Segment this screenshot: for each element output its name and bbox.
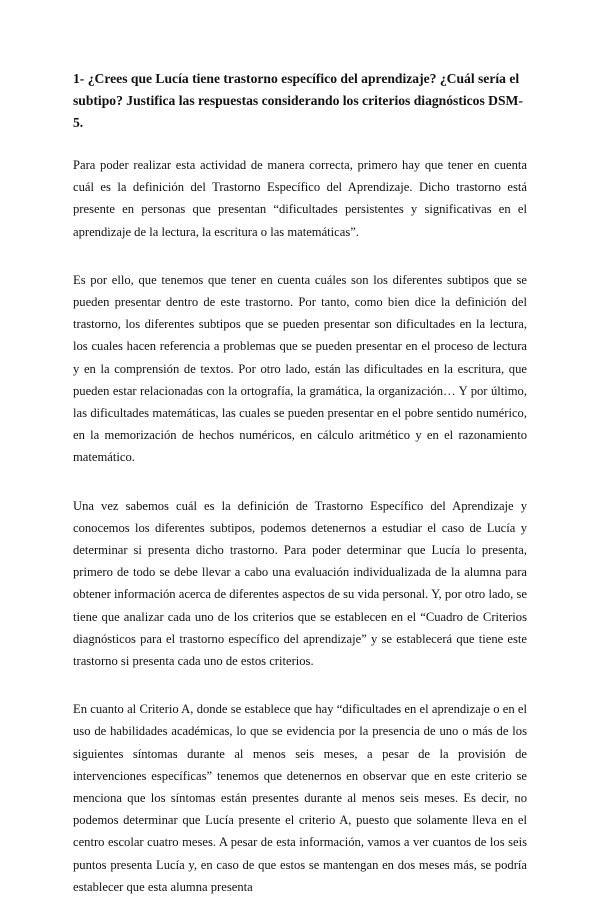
paragraph-definition: Para poder realizar esta actividad de manera correcta, primero hay que tener en cuenta cuál es la definición del Trastorno Específico del Aprendizaje. Dicho trastorno está presente en personas que presentan “dificultades persistentes y significativas en el aprendizaje de la lectura, la escritura o las matemáticas”.	[73, 158, 527, 239]
question-heading: 1- ¿Crees que Lucía tiene trastorno específico del aprendizaje? ¿Cuál sería el subtipo? Justifica las respuestas considerando los criterios diagnósticos DSM-5.	[73, 71, 523, 130]
paragraph-subtypes: Es por ello, que tenemos que tener en cuenta cuáles son los diferentes subtipos que se pueden presentar dentro de este trastorno. Por tanto, como bien dice la definición del trastorno, los diferentes subtipos que se pueden presentar son dificultades en la lectura, los cuales hacen referencia a problemas que se pueden presentar en el proceso de lectura y en la comprensión de textos. Por otro lado, están las dificultades en la escritura, que pueden estar relacionadas con la ortografía, la gramática, la organización… Y por último, las dificultades matemáticas, las cuales se pueden presentar en el pobre sentido numérico, en la memorización de hechos numéricos, en cálculo aritmético y en el razonamiento matemático.	[73, 272, 527, 465]
paragraph-case-study: Una vez sabemos cuál es la definición de Trastorno Específico del Aprendizaje y conocemos los diferentes subtipos, podemos detenernos a estudiar el caso de Lucía y determinar si presenta dicho trastorno. Para poder determinar que Lucía lo presenta, primero de todo se debe llevar a cabo una evaluación individualizada de la alumna para obtener información acerca de diferentes aspectos de su vida personal. Y, por otro lado, se tiene que analizar cada uno de los criterios que se establecen en el “Cuadro de Criterios diagnósticos para el trastorno específico del aprendizaje” y se establecerá que tiene este trastorno si presenta cada uno de estos criterios.	[73, 498, 527, 669]
paragraph-criterion-a: En cuanto al Criterio A, donde se establece que hay “dificultades en el aprendizaje o en el uso de habilidades académicas, lo que se evidencia por la presencia de uno o más de los siguientes síntomas durante al menos seis meses, a pesar de la provisión de intervenciones específicas” tenemos que detenernos en observar que en este criterio se menciona que los síntomas están presentes durante al menos seis meses. Es decir, no podemos determinar que Lucía presente el criterio A, puesto que solamente lleva en el centro escolar cuatro meses. A pesar de esta información, vamos a ver cuantos de los seis puntos presenta Lucía y, en caso de que estos se mantengan en dos meses más, se podría establecer que esta alumna presenta	[73, 702, 527, 894]
